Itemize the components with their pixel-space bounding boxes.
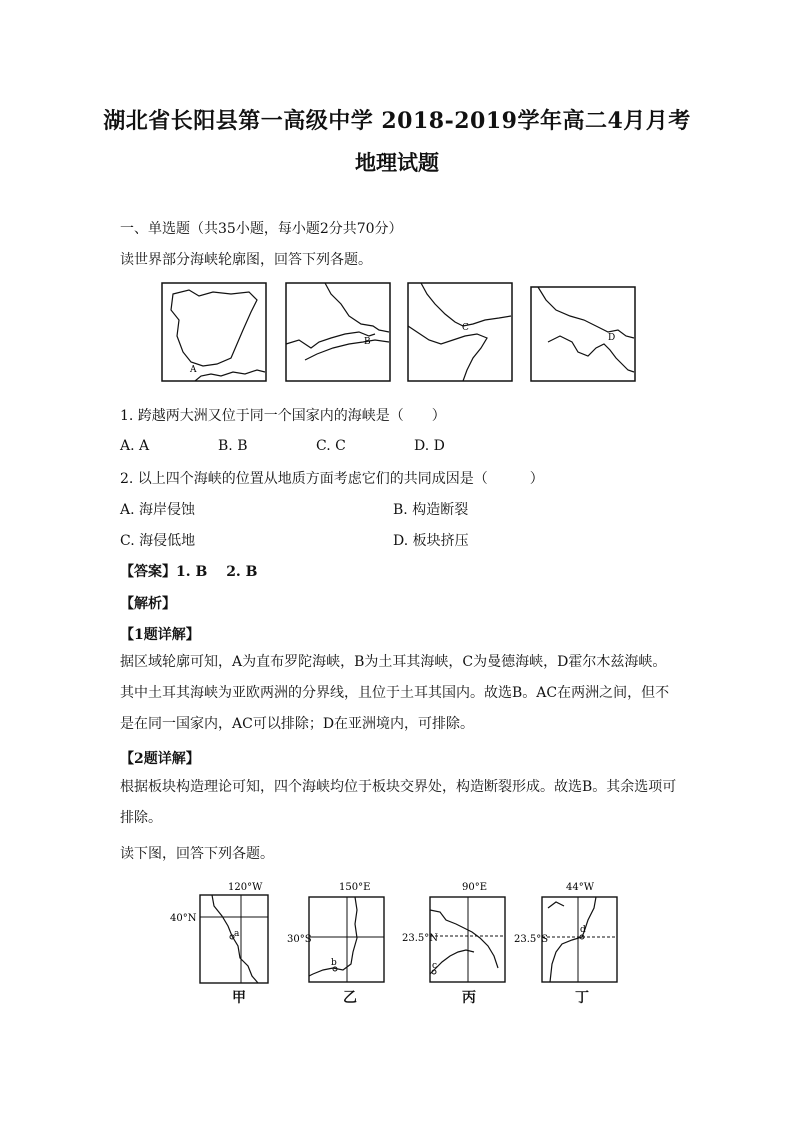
q1-detail-heading: 【1题详解】 <box>120 627 200 643</box>
strait-map-d <box>530 286 636 382</box>
strait-map-c-label: C <box>462 323 469 333</box>
coast-map-bing-lon: 90°E <box>462 882 488 893</box>
q2-option-b[interactable]: B. 构造断裂 <box>393 502 469 518</box>
q2-option-d[interactable]: D. 板块挤压 <box>393 533 469 549</box>
question-2-stem: 2. 以上四个海峡的位置从地质方面考虑它们的共同成因是（ ） <box>120 471 544 487</box>
coast-map-jia-point: a <box>234 929 240 939</box>
intro-coast-maps: 读下图，回答下列各题。 <box>120 846 274 862</box>
q2-option-c[interactable]: C. 海侵低地 <box>120 533 196 549</box>
doc-title-line2: 地理试题 <box>355 150 439 175</box>
coast-map-ding-lat: 23.5°S <box>514 934 549 945</box>
coast-map-ding-caption: 丁 <box>575 990 589 1006</box>
section-heading: 一、单选题（共35小题，每小题2分共70分） <box>120 221 403 237</box>
intro-strait-maps: 读世界部分海峡轮廓图，回答下列各题。 <box>120 252 372 268</box>
coast-map-jia-lat: 40°N <box>170 913 197 924</box>
coast-map-jia <box>168 880 283 988</box>
doc-title-line1: 湖北省长阳县第一高级中学 2018-2019学年高二4月月考 <box>103 108 691 134</box>
coast-map-jia-caption: 甲 <box>232 990 246 1006</box>
strait-map-b-label: B <box>364 337 371 347</box>
coast-map-bing-caption: 丙 <box>462 990 476 1006</box>
coast-map-jia-lon: 120°W <box>228 882 263 893</box>
coast-map-ding-point: d <box>580 925 586 935</box>
coast-map-yi-lon: 150°E <box>339 882 371 893</box>
q1-option-c[interactable]: C. C <box>316 438 346 454</box>
q1-option-b[interactable]: B. B <box>218 438 248 454</box>
strait-map-d-label: D <box>608 333 616 343</box>
q2-option-a[interactable]: A. 海岸侵蚀 <box>120 502 196 518</box>
coast-map-yi-lat: 30°S <box>287 934 312 945</box>
strait-map-b <box>285 282 391 382</box>
coast-map-bing <box>400 880 518 988</box>
q2-detail-heading: 【2题详解】 <box>120 751 200 767</box>
answer-line: 【答案】1. B 2. B <box>120 564 258 580</box>
q1-option-a[interactable]: A. A <box>120 438 150 454</box>
strait-map-a-label: A <box>190 365 197 375</box>
coast-map-bing-point: c <box>432 961 438 971</box>
question-1-stem: 1. 跨越两大洲又位于同一个国家内的海峡是（ ） <box>120 408 446 424</box>
q2-detail-text: 根据板块构造理论可知，四个海峡均位于板块交界处，构造断裂形成。故选B。其余选项可排除。 <box>120 779 677 826</box>
analysis-heading: 【解析】 <box>120 596 176 612</box>
coast-map-ding <box>512 880 627 988</box>
q1-detail-text: 据区域轮廓可知，A为直布罗陀海峡，B为土耳其海峡，C为曼德海峡，D霍尔木兹海峡。其中土耳其海峡为亚欧两洲的分界线，且位于土耳其国内。故选B。AC在两洲之间，但不是在同一国家内，AC可以排除；D在亚洲境内，可排除。 <box>120 654 670 732</box>
coast-map-ding-lon: 44°W <box>566 882 595 893</box>
coast-map-yi-point: b <box>331 958 337 968</box>
q1-option-d[interactable]: D. D <box>414 438 445 454</box>
strait-map-c <box>407 282 513 382</box>
coast-map-yi <box>285 880 395 988</box>
coast-map-bing-lat: 23.5°N <box>402 933 439 944</box>
coast-map-yi-caption: 乙 <box>343 990 357 1006</box>
strait-map-a <box>161 282 267 382</box>
